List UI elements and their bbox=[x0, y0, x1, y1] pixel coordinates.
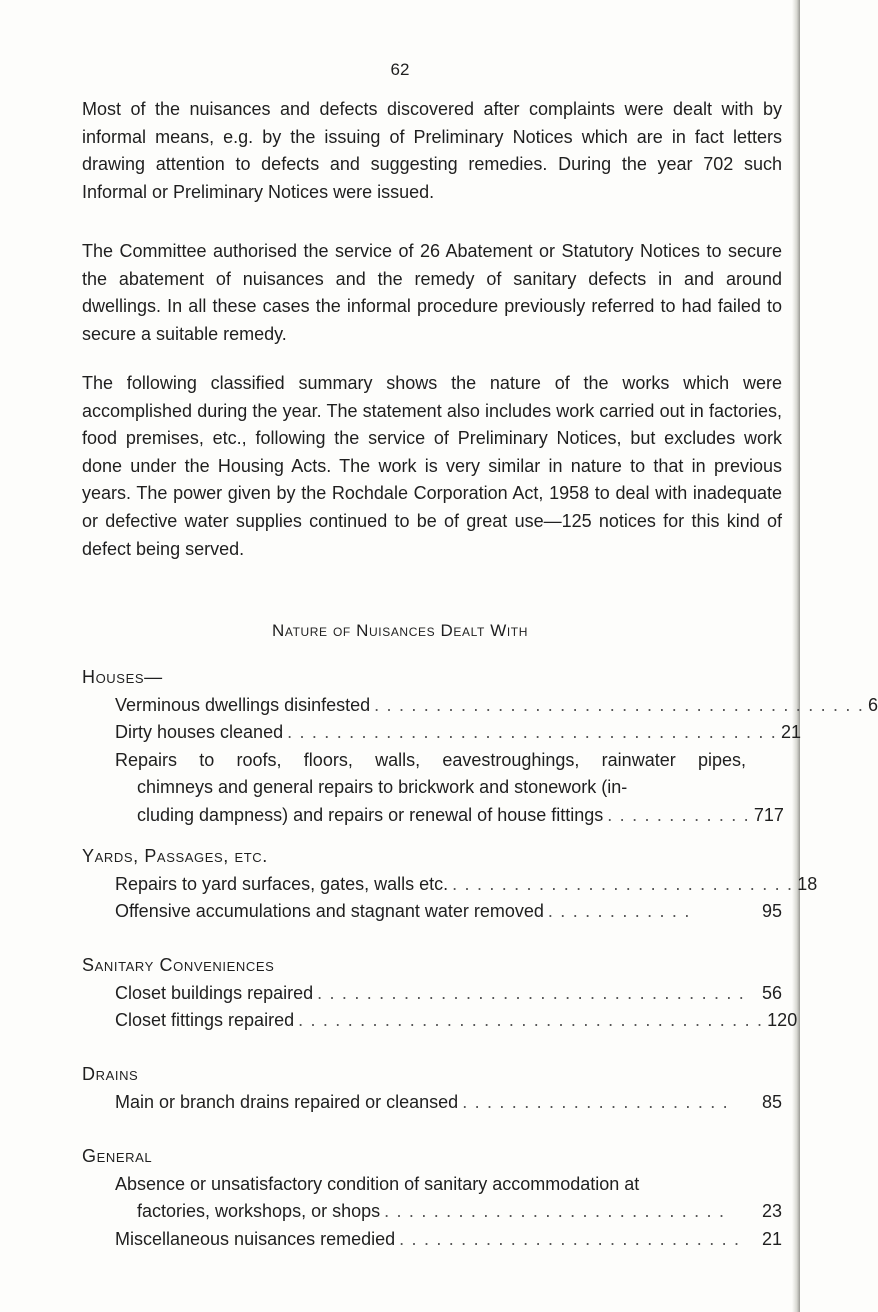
dot-leader: . . . . . . . . . . . . . . . . . . . . . . . . . . . . . . . . . . . bbox=[317, 982, 745, 1003]
item-value: 21 bbox=[761, 1228, 782, 1249]
list-item bbox=[82, 1226, 782, 1254]
table-heading: Nature of Nuisances Dealt With bbox=[271, 621, 528, 640]
page-number: 62 bbox=[390, 60, 410, 79]
section-title-general: General bbox=[82, 1146, 153, 1166]
dot-leader: . . . . . . . . . . . . . . . . . . . . . . . . . . . . . . . . . . . . . . bbox=[298, 1010, 764, 1031]
section-sanitary-conveniences bbox=[82, 952, 798, 1035]
item-label: Miscellaneous nuisances remedied bbox=[115, 1228, 396, 1249]
dot-leader: . . . . . . . . . . . . . . . . . . . . . . . . . . . . bbox=[399, 1228, 741, 1249]
list-item bbox=[82, 692, 878, 720]
dot-leader: . . . . . . . . . . . . . . . . . . . . . . . . . . . . . . . . . . . . . . . . bbox=[374, 694, 865, 715]
item-label: Main or branch drains repaired or cleansed bbox=[115, 1091, 459, 1112]
section-general bbox=[82, 1143, 782, 1253]
section-title-houses: Houses— bbox=[82, 667, 163, 687]
dot-leader: . . . . . . . . . . . . . . . . . . . . . . . . . . . . . . . . . . . . . . . . bbox=[287, 722, 777, 743]
paragraph-summary-intro: The following classified summary shows the nature of the works which were accomplished during the year. The statement also includes work carried out in factories, food premises, etc., following the service of Preliminary Notices, but excludes work done under the Housing Acts. The work is very similar in nature to that in previous years. The power given by the Rochdale Corporation Act, 1958 to deal with inadequate or defective water supplies continued to be of great use—125 notices for this kind of defect being served. bbox=[82, 373, 782, 559]
item-value: 120 bbox=[767, 1010, 798, 1031]
item-value: 85 bbox=[761, 1091, 782, 1112]
item-value: 21 bbox=[780, 722, 802, 743]
paragraph-statutory-notices: The Committee authorised the service of 26 Abatement or Statutory Notices to secure the abatement of nuisances and the remedy of sanitary defects in and around dwellings. In all these cases the informal procedure previously referred to had failed to secure a suitable remedy. bbox=[82, 241, 782, 344]
item-label-line: Repairs to roofs, floors, walls, eavestroughings, rainwater pipes, bbox=[115, 749, 746, 770]
item-value: 6 bbox=[868, 694, 878, 715]
dot-leader: . . . . . . . . . . . . . . . . . . . . . . bbox=[462, 1091, 729, 1112]
section-title-yards: Yards, Passages, etc. bbox=[82, 846, 268, 866]
section-yards bbox=[82, 843, 818, 926]
list-item bbox=[82, 1007, 798, 1035]
dot-leader: . . . . . . . . . . . . bbox=[607, 804, 750, 825]
item-value: 717 bbox=[753, 804, 784, 825]
list-item bbox=[82, 980, 782, 1008]
dot-leader: . . . . . . . . . . . . . . . . . . . . . . . . . . . . bbox=[384, 1201, 726, 1222]
item-label-line: factories, workshops, or shops bbox=[137, 1201, 381, 1222]
item-label: Closet fittings repaired bbox=[115, 1010, 295, 1031]
list-item-repairs bbox=[82, 747, 782, 830]
item-label-line: chimneys and general repairs to brickwork and stonework (in- bbox=[137, 777, 628, 798]
list-item bbox=[82, 1089, 782, 1117]
item-label: Verminous dwellings disinfested bbox=[115, 694, 371, 715]
item-value: 18 bbox=[797, 873, 818, 894]
paragraph-informal-notices: Most of the nuisances and defects discovered after complaints were dealt with by informal means, e.g. by the issuing of Preliminary Notices which are in fact letters drawing attention to defects and suggesting remedies. During the year 702 such Informal or Preliminary Notices were issued. bbox=[82, 99, 782, 202]
dot-leader: . . . . . . . . . . . . bbox=[547, 901, 691, 922]
list-item-absence bbox=[82, 1171, 782, 1226]
section-houses bbox=[82, 664, 878, 830]
item-value: 56 bbox=[761, 982, 782, 1003]
section-title-drains: Drains bbox=[82, 1064, 139, 1084]
item-label: Offensive accumulations and stagnant water removed bbox=[115, 901, 544, 922]
item-label-line: cluding dampness) and repairs or renewal of house fittings bbox=[137, 804, 604, 825]
section-drains bbox=[82, 1061, 782, 1116]
dot-leader: . . . . . . . . . . . . . . . . . . . . . . . . . . . . bbox=[452, 873, 794, 894]
item-label-line: Absence or unsatisfactory condition of sanitary accommodation at bbox=[115, 1173, 640, 1194]
list-item bbox=[82, 871, 818, 899]
item-label: Closet buildings repaired bbox=[115, 982, 314, 1003]
list-item bbox=[82, 719, 802, 747]
item-value: 23 bbox=[761, 1201, 782, 1222]
page-edge-shadow bbox=[792, 0, 800, 1312]
section-title-sanitary: Sanitary Conveniences bbox=[82, 955, 275, 975]
item-label: Dirty houses cleaned bbox=[115, 722, 284, 743]
item-label: Repairs to yard surfaces, gates, walls etc. bbox=[115, 873, 449, 894]
item-value: 95 bbox=[761, 901, 782, 922]
list-item bbox=[82, 898, 782, 926]
